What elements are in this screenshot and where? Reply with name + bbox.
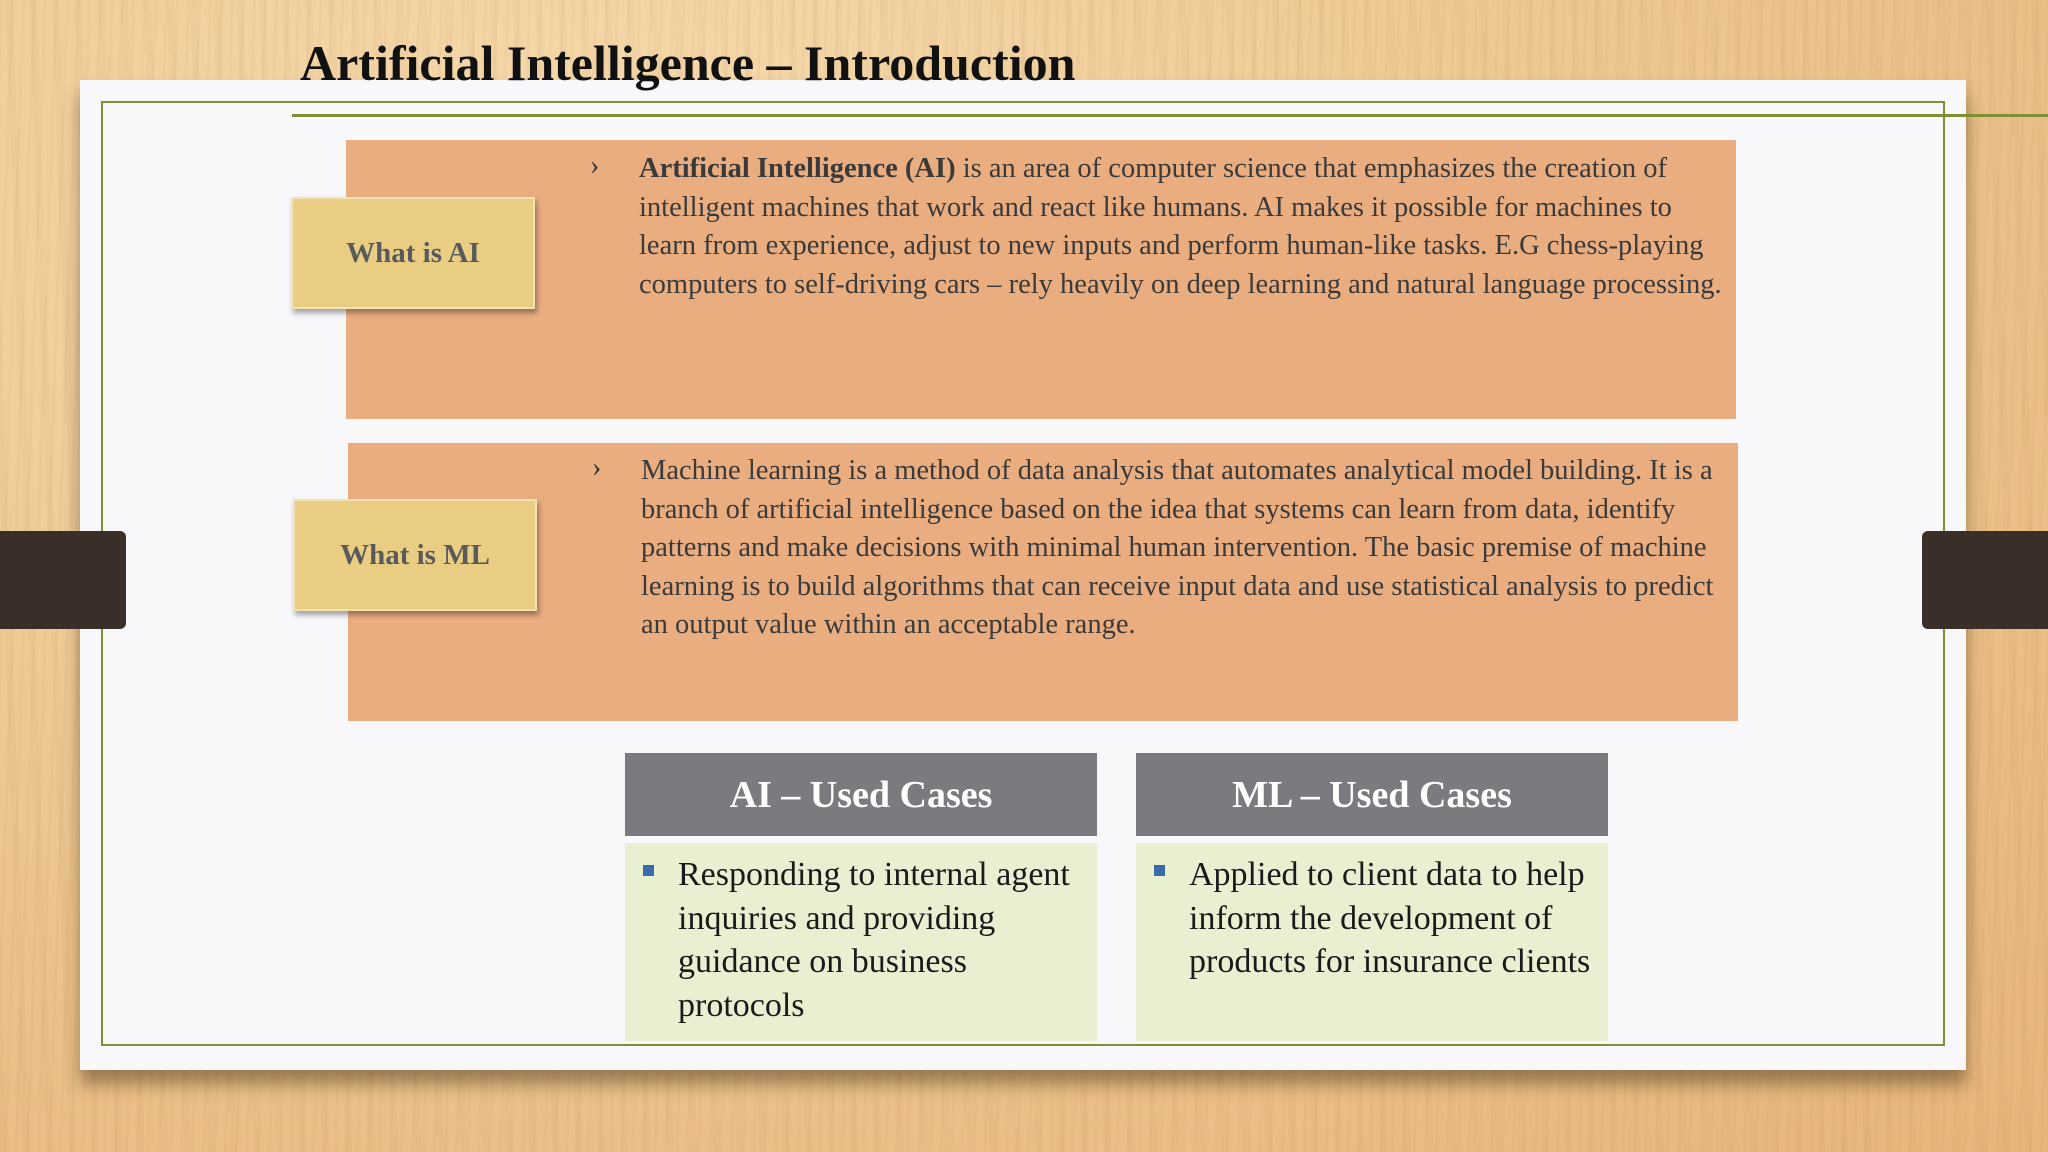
right-clip	[1922, 531, 2048, 629]
ml-definition-text: Machine learning is a method of data analysis that automates analytical model building. It is a branch of artificial intelligence based on the idea that systems can learn from data, identify patterns and make decisions with minimal human intervention. The basic premise of machine learning is to build algorithms that can receive input data and use statistical analysis to predict an output value within an acceptable range.	[641, 455, 1714, 640]
ml-use-cases-heading: ML – Used Cases	[1136, 753, 1608, 836]
left-clip	[0, 531, 126, 629]
ai-definition-body: is an area of computer science that emphasizes the creation of intelligent machines that work and react like humans. AI makes it possible for machines to learn from experience, adjust to new inputs and perform human-like tasks. E.G chess-playing computers to self-driving cars – rely heavily on deep learning and natural language processing.	[639, 153, 1722, 300]
ml-use-case-item: Applied to client data to help inform the development of products for insurance clients	[1189, 856, 1591, 980]
ml-use-cases-box	[1136, 843, 1608, 1041]
square-bullet-icon	[643, 865, 654, 876]
title-rule	[292, 114, 2048, 117]
ai-use-cases-box	[625, 843, 1097, 1041]
ai-term: Artificial Intelligence (AI)	[639, 153, 956, 184]
slide-title: Artificial Intelligence – Introduction	[300, 35, 1076, 91]
ai-use-case-item: Responding to internal agent inquiries and providing guidance on business protocols	[678, 856, 1070, 1024]
ai-definition-text	[639, 150, 1724, 304]
chevron-bullet-icon: ›	[590, 150, 600, 181]
what-is-ai-tag: What is AI	[291, 197, 535, 309]
chevron-bullet-icon: ›	[592, 452, 602, 483]
what-is-ml-tag: What is ML	[293, 499, 537, 611]
ai-use-cases-heading: AI – Used Cases	[625, 753, 1097, 836]
square-bullet-icon	[1154, 865, 1165, 876]
